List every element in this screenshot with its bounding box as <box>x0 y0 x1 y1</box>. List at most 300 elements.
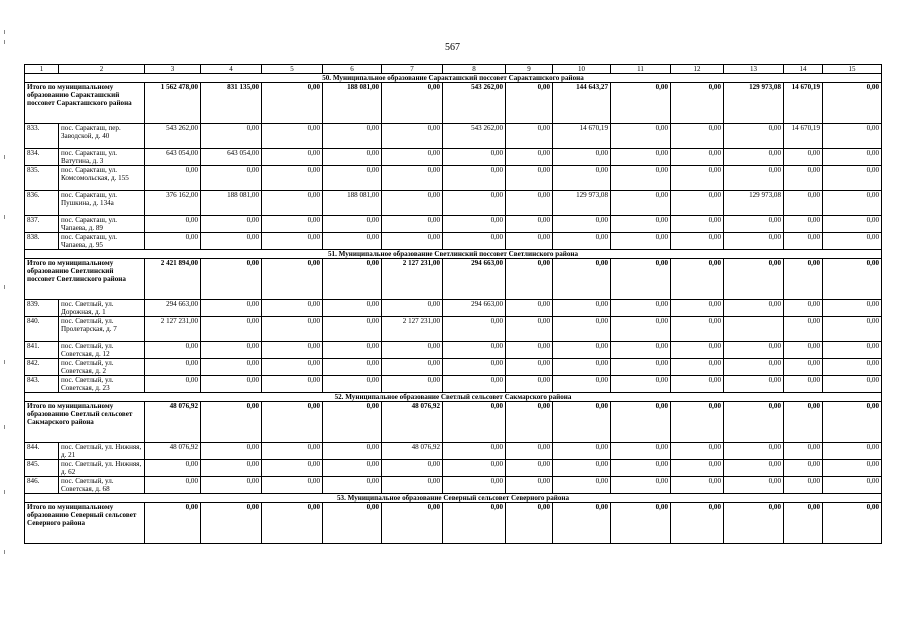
total-row <box>25 402 882 443</box>
row-value: 0,00 <box>506 166 553 191</box>
row-value: 0,00 <box>262 376 323 393</box>
total-value: 0,00 <box>671 83 724 124</box>
row-value: 0,00 <box>201 124 262 149</box>
row-value: 376 162,00 <box>145 191 201 216</box>
row-value: 0,00 <box>671 443 724 460</box>
total-value: 0,00 <box>784 402 823 443</box>
total-value: 0,00 <box>382 83 443 124</box>
row-value: 0,00 <box>671 191 724 216</box>
row-value: 0,00 <box>553 460 611 477</box>
column-number: 10 <box>553 65 611 74</box>
row-value: 188 081,00 <box>323 191 382 216</box>
row-value: 0,00 <box>262 149 323 166</box>
row-value: 0,00 <box>506 443 553 460</box>
section-title: 53. Муниципальное образование Северный сельсовет Северного района <box>25 494 882 503</box>
row-value: 0,00 <box>443 460 506 477</box>
total-value: 2 127 231,00 <box>382 259 443 300</box>
row-value: 0,00 <box>262 317 323 342</box>
row-value: 0,00 <box>671 460 724 477</box>
row-address: пос. Саракташ, пер. Заводской, д. 40 <box>59 124 145 149</box>
row-value: 0,00 <box>823 124 882 149</box>
total-value: 0,00 <box>262 259 323 300</box>
total-value: 294 663,00 <box>443 259 506 300</box>
row-value: 0,00 <box>671 342 724 359</box>
column-number: 1 <box>25 65 59 74</box>
column-number: 12 <box>671 65 724 74</box>
row-value: 0,00 <box>506 191 553 216</box>
row-value: 0,00 <box>201 317 262 342</box>
row-value: 0,00 <box>201 460 262 477</box>
row-value: 0,00 <box>784 149 823 166</box>
row-value: 0,00 <box>724 460 784 477</box>
row-value: 0,00 <box>382 191 443 216</box>
row-value: 0,00 <box>823 317 882 342</box>
total-value: 48 076,92 <box>145 402 201 443</box>
row-value: 0,00 <box>382 233 443 250</box>
column-number: 11 <box>611 65 671 74</box>
total-value: 0,00 <box>382 503 443 544</box>
section-title-row <box>25 74 882 83</box>
row-value: 0,00 <box>201 359 262 376</box>
row-value: 129 973,08 <box>724 191 784 216</box>
row-value: 0,00 <box>553 317 611 342</box>
table-row <box>25 166 882 191</box>
row-value: 0,00 <box>611 233 671 250</box>
row-value: 0,00 <box>724 342 784 359</box>
table-row <box>25 342 882 359</box>
row-value: 0,00 <box>611 166 671 191</box>
row-value: 0,00 <box>145 342 201 359</box>
row-value: 0,00 <box>724 216 784 233</box>
row-address: пос. Светлый, ул. Нижняя, д. 21 <box>59 443 145 460</box>
row-value: 0,00 <box>506 216 553 233</box>
row-value: 0,00 <box>823 300 882 317</box>
row-value: 0,00 <box>784 216 823 233</box>
total-value: 0,00 <box>784 503 823 544</box>
total-label: Итого по муниципальному образованию Светлинский поссовет Светлинского района <box>25 259 145 300</box>
section-title-row <box>25 494 882 503</box>
column-number: 4 <box>201 65 262 74</box>
row-index: 845. <box>25 460 59 477</box>
row-value: 0,00 <box>201 376 262 393</box>
row-value: 0,00 <box>671 216 724 233</box>
total-row <box>25 83 882 124</box>
row-value: 0,00 <box>671 124 724 149</box>
row-value: 0,00 <box>262 300 323 317</box>
total-value: 543 262,00 <box>443 83 506 124</box>
row-value: 0,00 <box>506 317 553 342</box>
row-value: 0,00 <box>443 191 506 216</box>
row-value: 0,00 <box>784 376 823 393</box>
row-value: 0,00 <box>784 233 823 250</box>
row-value: 0,00 <box>443 376 506 393</box>
total-value: 129 973,08 <box>724 83 784 124</box>
total-label: Итого по муниципальному образованию Северный сельсовет Северного района <box>25 503 145 544</box>
row-value: 0,00 <box>145 216 201 233</box>
row-value: 0,00 <box>724 443 784 460</box>
row-value: 188 081,00 <box>201 191 262 216</box>
row-value: 14 670,19 <box>553 124 611 149</box>
column-number: 2 <box>59 65 145 74</box>
total-value: 0,00 <box>724 503 784 544</box>
row-value: 0,00 <box>323 149 382 166</box>
row-value: 0,00 <box>443 443 506 460</box>
row-index: 842. <box>25 359 59 376</box>
row-value: 0,00 <box>443 342 506 359</box>
row-value: 0,00 <box>506 300 553 317</box>
row-value: 0,00 <box>611 124 671 149</box>
row-index: 833. <box>25 124 59 149</box>
row-value: 0,00 <box>823 460 882 477</box>
row-value: 0,00 <box>262 216 323 233</box>
total-value: 0,00 <box>611 402 671 443</box>
table-row <box>25 443 882 460</box>
row-value: 0,00 <box>201 233 262 250</box>
table-row <box>25 191 882 216</box>
row-value: 0,00 <box>671 233 724 250</box>
row-value: 0,00 <box>823 216 882 233</box>
row-index: 843. <box>25 376 59 393</box>
section-title-row <box>25 250 882 259</box>
row-value: 0,00 <box>724 376 784 393</box>
row-value: 0,00 <box>323 460 382 477</box>
total-label: Итого по муниципальному образованию Светлый сельсовет Сакмарского района <box>25 402 145 443</box>
row-value: 0,00 <box>823 191 882 216</box>
row-value: 0,00 <box>443 149 506 166</box>
row-value: 0,00 <box>553 300 611 317</box>
total-value: 0,00 <box>323 402 382 443</box>
row-value: 0,00 <box>823 342 882 359</box>
total-value: 0,00 <box>671 402 724 443</box>
row-value: 0,00 <box>145 359 201 376</box>
row-value: 0,00 <box>784 477 823 494</box>
row-value: 0,00 <box>506 359 553 376</box>
row-value: 0,00 <box>382 460 443 477</box>
row-address: пос. Светлый, ул. Советская, д. 68 <box>59 477 145 494</box>
budget-table <box>24 64 882 544</box>
row-value: 0,00 <box>553 233 611 250</box>
total-value: 0,00 <box>506 503 553 544</box>
row-address: пос. Саракташ, ул. Комсомольская, д. 155 <box>59 166 145 191</box>
row-value: 0,00 <box>671 376 724 393</box>
row-value: 543 262,00 <box>145 124 201 149</box>
row-value: 0,00 <box>506 124 553 149</box>
row-value: 0,00 <box>611 342 671 359</box>
column-number: 13 <box>724 65 784 74</box>
total-value: 48 076,92 <box>382 402 443 443</box>
row-index: 844. <box>25 443 59 460</box>
total-value: 0,00 <box>823 83 882 124</box>
total-value: 0,00 <box>506 83 553 124</box>
row-value: 643 054,00 <box>201 149 262 166</box>
row-value: 0,00 <box>443 233 506 250</box>
row-value: 0,00 <box>611 149 671 166</box>
row-value: 0,00 <box>145 233 201 250</box>
row-value: 0,00 <box>784 317 823 342</box>
column-number: 5 <box>262 65 323 74</box>
row-value: 0,00 <box>443 216 506 233</box>
column-number: 7 <box>382 65 443 74</box>
row-value: 0,00 <box>724 477 784 494</box>
row-value: 0,00 <box>506 149 553 166</box>
total-value: 0,00 <box>553 402 611 443</box>
row-value: 0,00 <box>145 460 201 477</box>
row-value: 0,00 <box>323 317 382 342</box>
total-value: 0,00 <box>823 259 882 300</box>
row-value: 0,00 <box>262 124 323 149</box>
table-row <box>25 376 882 393</box>
row-value: 0,00 <box>784 300 823 317</box>
row-value: 0,00 <box>323 477 382 494</box>
row-value: 0,00 <box>506 342 553 359</box>
column-number: 8 <box>443 65 506 74</box>
row-value: 48 076,92 <box>382 443 443 460</box>
row-address: пос. Светлый, ул. Нижняя, д. 62 <box>59 460 145 477</box>
row-value: 0,00 <box>145 166 201 191</box>
row-value: 0,00 <box>443 359 506 376</box>
total-value: 0,00 <box>671 503 724 544</box>
row-value: 0,00 <box>145 376 201 393</box>
total-value: 1 562 478,00 <box>145 83 201 124</box>
page-number: 567 <box>445 42 460 53</box>
row-value: 0,00 <box>724 166 784 191</box>
row-value: 0,00 <box>382 149 443 166</box>
row-value: 0,00 <box>553 477 611 494</box>
row-value: 0,00 <box>611 191 671 216</box>
row-value: 0,00 <box>382 376 443 393</box>
row-address: пос. Светлый, ул. Дорожная, д. 1 <box>59 300 145 317</box>
row-value: 0,00 <box>201 477 262 494</box>
row-address: пос. Светлый, ул. Советская, д. 23 <box>59 376 145 393</box>
total-value: 0,00 <box>506 402 553 443</box>
total-value: 0,00 <box>145 503 201 544</box>
total-value: 188 081,00 <box>323 83 382 124</box>
row-index: 841. <box>25 342 59 359</box>
row-value: 0,00 <box>671 477 724 494</box>
row-value: 0,00 <box>724 149 784 166</box>
row-value: 0,00 <box>823 233 882 250</box>
row-value: 0,00 <box>201 300 262 317</box>
row-value: 0,00 <box>553 149 611 166</box>
row-value: 0,00 <box>382 124 443 149</box>
column-number: 3 <box>145 65 201 74</box>
row-value: 14 670,19 <box>784 124 823 149</box>
row-value: 0,00 <box>611 477 671 494</box>
table-row <box>25 216 882 233</box>
row-value: 0,00 <box>671 359 724 376</box>
row-value: 0,00 <box>262 443 323 460</box>
total-value: 0,00 <box>323 259 382 300</box>
row-value: 0,00 <box>262 191 323 216</box>
row-value: 0,00 <box>506 460 553 477</box>
row-value: 0,00 <box>671 300 724 317</box>
row-value: 0,00 <box>823 443 882 460</box>
row-value: 0,00 <box>553 342 611 359</box>
row-value: 0,00 <box>262 342 323 359</box>
row-value: 0,00 <box>724 359 784 376</box>
section-title-row <box>25 393 882 402</box>
row-value: 0,00 <box>784 359 823 376</box>
column-number: 9 <box>506 65 553 74</box>
total-value: 0,00 <box>611 503 671 544</box>
column-number: 15 <box>823 65 882 74</box>
row-value: 0,00 <box>201 342 262 359</box>
row-value: 129 973,08 <box>553 191 611 216</box>
row-value: 0,00 <box>506 376 553 393</box>
row-value: 0,00 <box>611 443 671 460</box>
row-value: 0,00 <box>553 166 611 191</box>
row-value: 0,00 <box>262 233 323 250</box>
column-number-row <box>25 65 882 74</box>
total-value: 0,00 <box>724 402 784 443</box>
row-value: 0,00 <box>784 191 823 216</box>
row-value: 2 127 231,00 <box>145 317 201 342</box>
row-value: 0,00 <box>323 359 382 376</box>
row-index: 834. <box>25 149 59 166</box>
row-value: 0,00 <box>262 166 323 191</box>
column-number: 6 <box>323 65 382 74</box>
row-value: 0,00 <box>382 216 443 233</box>
row-value: 294 663,00 <box>443 300 506 317</box>
section-title: 51. Муниципальное образование Светлинский поссовет Светлинского района <box>25 250 882 259</box>
row-address: пос. Светлый, ул. Советская, д. 12 <box>59 342 145 359</box>
row-value: 0,00 <box>724 233 784 250</box>
row-index: 835. <box>25 166 59 191</box>
row-address: пос. Светлый, ул. Советская, д. 2 <box>59 359 145 376</box>
row-value: 0,00 <box>145 477 201 494</box>
total-value: 0,00 <box>553 259 611 300</box>
row-value: 0,00 <box>323 376 382 393</box>
total-value: 0,00 <box>323 503 382 544</box>
row-value: 0,00 <box>823 477 882 494</box>
row-value: 0,00 <box>611 460 671 477</box>
row-value: 0,00 <box>323 300 382 317</box>
total-value: 0,00 <box>201 259 262 300</box>
row-address: пос. Светлый, ул. Пролетарская, д. 7 <box>59 317 145 342</box>
row-value: 0,00 <box>201 443 262 460</box>
table-row <box>25 300 882 317</box>
total-value: 0,00 <box>671 259 724 300</box>
row-value: 0,00 <box>784 443 823 460</box>
row-value: 0,00 <box>553 216 611 233</box>
table-row <box>25 477 882 494</box>
row-index: 838. <box>25 233 59 250</box>
row-value: 0,00 <box>724 300 784 317</box>
row-value: 0,00 <box>724 124 784 149</box>
total-value: 0,00 <box>784 259 823 300</box>
total-value: 0,00 <box>262 83 323 124</box>
section-title: 50. Муниципальное образование Саракташский поссовет Саракташского района <box>25 74 882 83</box>
row-value: 0,00 <box>611 376 671 393</box>
row-index: 836. <box>25 191 59 216</box>
row-value: 0,00 <box>506 477 553 494</box>
section-title: 52. Муниципальное образование Светлый сельсовет Сакмарского района <box>25 393 882 402</box>
row-value: 0,00 <box>382 166 443 191</box>
table-row <box>25 233 882 250</box>
row-value: 0,00 <box>671 149 724 166</box>
row-value: 0,00 <box>823 149 882 166</box>
table-row <box>25 124 882 149</box>
total-label: Итого по муниципальному образованию Саракташский поссовет Саракташского района <box>25 83 145 124</box>
row-value: 0,00 <box>553 376 611 393</box>
total-value: 0,00 <box>823 503 882 544</box>
total-value: 0,00 <box>724 259 784 300</box>
row-value: 0,00 <box>262 359 323 376</box>
row-index: 837. <box>25 216 59 233</box>
row-value: 0,00 <box>611 216 671 233</box>
total-value: 0,00 <box>262 503 323 544</box>
row-value: 2 127 231,00 <box>382 317 443 342</box>
row-value: 0,00 <box>382 342 443 359</box>
row-address: пос. Саракташ, ул. Чапаева, д. 95 <box>59 233 145 250</box>
table-row <box>25 359 882 376</box>
row-value: 0,00 <box>784 342 823 359</box>
row-value: 0,00 <box>784 166 823 191</box>
row-value: 0,00 <box>382 300 443 317</box>
row-value: 0,00 <box>611 300 671 317</box>
row-value: 294 663,00 <box>145 300 201 317</box>
row-value: 0,00 <box>506 233 553 250</box>
table-row <box>25 317 882 342</box>
row-value: 0,00 <box>553 443 611 460</box>
row-value: 543 262,00 <box>443 124 506 149</box>
row-value: 0,00 <box>382 477 443 494</box>
total-value: 0,00 <box>201 503 262 544</box>
total-value: 0,00 <box>262 402 323 443</box>
row-value: 0,00 <box>553 359 611 376</box>
row-value: 0,00 <box>611 317 671 342</box>
total-value: 0,00 <box>201 402 262 443</box>
row-value: 0,00 <box>611 359 671 376</box>
row-value: 0,00 <box>382 359 443 376</box>
row-value: 0,00 <box>323 233 382 250</box>
row-value: 0,00 <box>323 342 382 359</box>
row-address: пос. Саракташ, ул. Пушкина, д. 134а <box>59 191 145 216</box>
total-value: 0,00 <box>506 259 553 300</box>
total-value: 0,00 <box>823 402 882 443</box>
row-value: 0,00 <box>262 477 323 494</box>
table-row <box>25 149 882 166</box>
total-value: 2 421 894,00 <box>145 259 201 300</box>
row-value: 0,00 <box>201 216 262 233</box>
row-value: 0,00 <box>201 166 262 191</box>
total-value: 14 670,19 <box>784 83 823 124</box>
row-value: 0,00 <box>323 443 382 460</box>
total-value: 144 643,27 <box>553 83 611 124</box>
table-row <box>25 460 882 477</box>
row-value: 0,00 <box>823 166 882 191</box>
row-index: 846. <box>25 477 59 494</box>
total-value: 0,00 <box>611 259 671 300</box>
scan-margin-marks <box>4 30 6 590</box>
row-value: 0,00 <box>323 216 382 233</box>
row-value: 0,00 <box>323 124 382 149</box>
total-row <box>25 259 882 300</box>
column-number: 14 <box>784 65 823 74</box>
row-value: 0,00 <box>443 477 506 494</box>
total-value: 0,00 <box>443 503 506 544</box>
row-value: 643 054,00 <box>145 149 201 166</box>
total-value: 0,00 <box>443 402 506 443</box>
row-address: пос. Саракташ, ул. Ватутина, д. 3 <box>59 149 145 166</box>
row-value: 0,00 <box>823 359 882 376</box>
total-value: 0,00 <box>553 503 611 544</box>
row-value <box>724 317 784 342</box>
row-value: 0,00 <box>443 317 506 342</box>
row-value: 0,00 <box>323 166 382 191</box>
row-index: 839. <box>25 300 59 317</box>
row-address: пос. Саракташ, ул. Чапаева, д. 89 <box>59 216 145 233</box>
